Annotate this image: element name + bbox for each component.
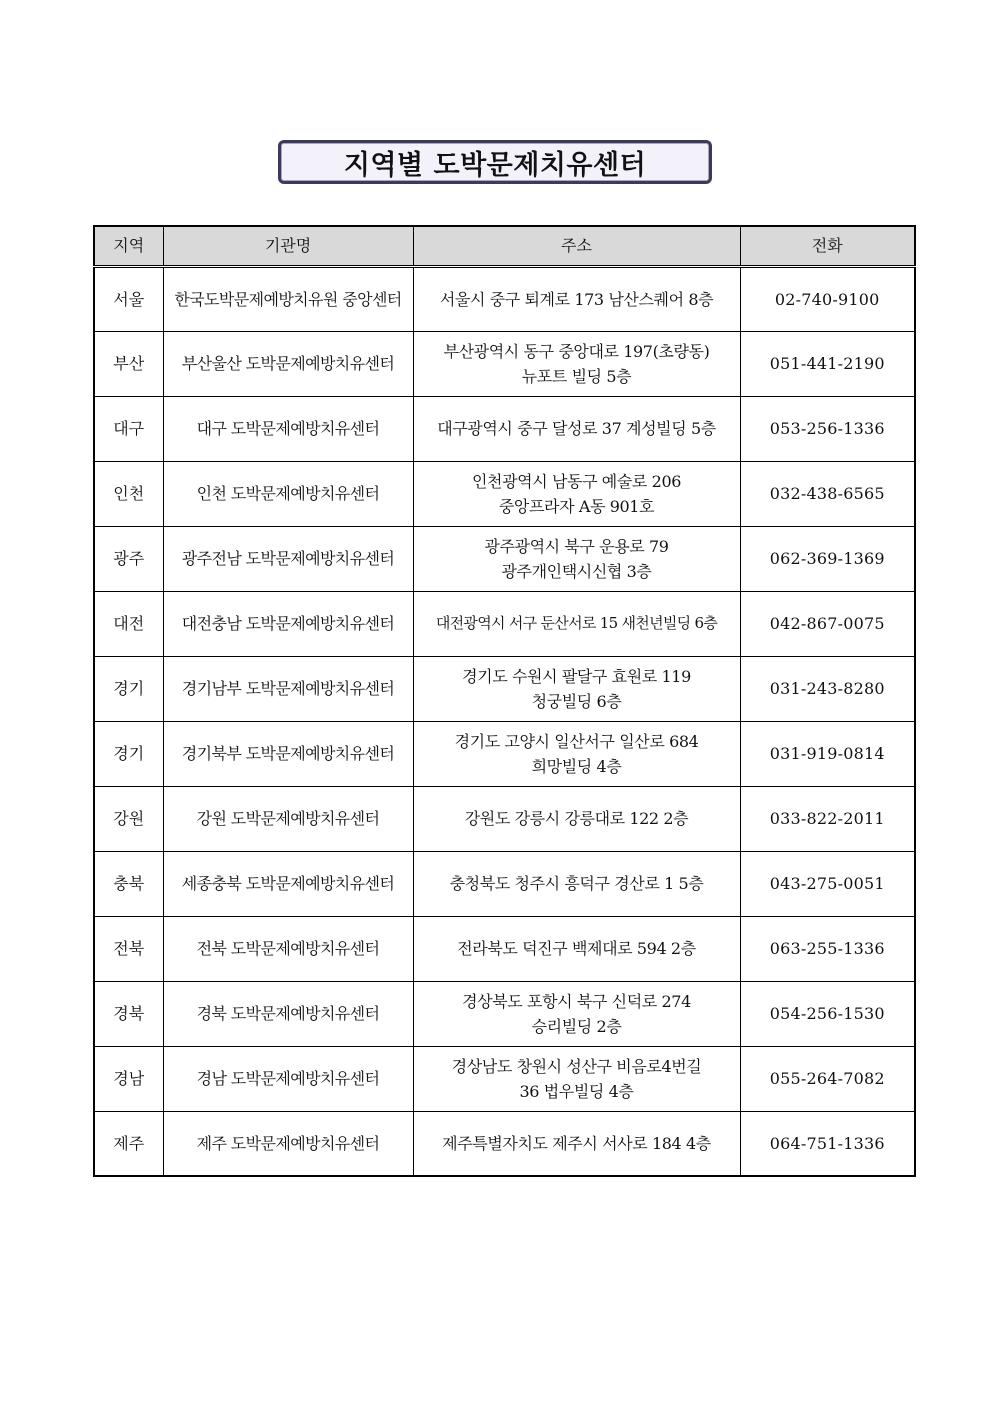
address-line: 대전광역시 서구 둔산서로 15 새천년빌딩 6층 xyxy=(435,614,718,632)
region-cell: 제주 xyxy=(94,1111,163,1176)
phone-cell: 062-369-1369 xyxy=(740,526,915,591)
region-cell: 광주 xyxy=(94,526,163,591)
address-line: 경상남도 창원시 성산구 비음로4번길 xyxy=(451,1056,702,1076)
phone-cell: 053-256-1336 xyxy=(740,396,915,461)
region-cell: 경기 xyxy=(94,721,163,786)
region-cell: 경북 xyxy=(94,981,163,1046)
address-line: 경상북도 포항시 북구 신덕로 274 xyxy=(462,991,691,1011)
address-cell xyxy=(413,786,740,851)
org-name-cell: 경북 도박문제예방치유센터 xyxy=(163,981,413,1046)
title-box xyxy=(278,140,712,184)
address-cell xyxy=(413,656,740,721)
table-row xyxy=(94,851,915,916)
table-row xyxy=(94,526,915,591)
org-name-cell: 경기북부 도박문제예방치유센터 xyxy=(163,721,413,786)
page-title: 지역별 도박문제치유센터 xyxy=(343,149,647,181)
phone-cell: 033-822-2011 xyxy=(740,786,915,851)
table-row xyxy=(94,591,915,656)
phone-cell: 043-275-0051 xyxy=(740,851,915,916)
address-line: 인천광역시 남동구 예술로 206 xyxy=(471,471,681,491)
table-row xyxy=(94,721,915,786)
address-line: 경기도 고양시 일산서구 일산로 684 xyxy=(454,731,699,751)
address-line-2: 승리빌딩 2층 xyxy=(531,1016,622,1036)
address-cell xyxy=(413,721,740,786)
table-row xyxy=(94,461,915,526)
phone-cell: 042-867-0075 xyxy=(740,591,915,656)
address-cell xyxy=(413,331,740,396)
address-line: 대구광역시 중구 달성로 37 계성빌딩 5층 xyxy=(437,419,716,438)
table-header-row xyxy=(94,226,915,266)
phone-cell: 063-255-1336 xyxy=(740,916,915,981)
org-name-cell: 전북 도박문제예방치유센터 xyxy=(163,916,413,981)
address-cell xyxy=(413,851,740,916)
address-cell xyxy=(413,916,740,981)
phone-cell: 02-740-9100 xyxy=(740,266,915,331)
table-row xyxy=(94,1111,915,1176)
region-cell: 대전 xyxy=(94,591,163,656)
address-cell xyxy=(413,266,740,331)
table-row xyxy=(94,1046,915,1111)
org-name-cell: 경기남부 도박문제예방치유센터 xyxy=(163,656,413,721)
address-cell xyxy=(413,591,740,656)
address-line: 광주광역시 북구 운용로 79 xyxy=(484,536,669,556)
address-cell xyxy=(413,1046,740,1111)
table-row xyxy=(94,786,915,851)
org-name-cell: 강원 도박문제예방치유센터 xyxy=(163,786,413,851)
org-name-cell: 경남 도박문제예방치유센터 xyxy=(163,1046,413,1111)
region-cell: 경기 xyxy=(94,656,163,721)
address-line: 강원도 강릉시 강릉대로 122 2층 xyxy=(464,809,689,828)
region-cell: 강원 xyxy=(94,786,163,851)
org-name-cell: 부산울산 도박문제예방치유센터 xyxy=(163,331,413,396)
header-address: 주소 xyxy=(413,226,740,266)
header-phone: 전화 xyxy=(740,226,915,266)
phone-cell: 054-256-1530 xyxy=(740,981,915,1046)
address-line: 전라북도 덕진구 백제대로 594 2층 xyxy=(457,939,696,958)
address-line-2: 청궁빌딩 6층 xyxy=(531,691,622,711)
region-cell: 인천 xyxy=(94,461,163,526)
address-line-2: 희망빌딩 4층 xyxy=(531,756,622,776)
table-row xyxy=(94,981,915,1046)
address-line: 경기도 수원시 팔달구 효원로 119 xyxy=(462,666,691,686)
address-line: 충청북도 청주시 흥덕구 경산로 1 5층 xyxy=(449,874,704,893)
address-line: 부산광역시 동구 중앙대로 197(초량동) xyxy=(443,341,710,361)
table-row xyxy=(94,656,915,721)
phone-cell: 064-751-1336 xyxy=(740,1111,915,1176)
org-name-cell: 대구 도박문제예방치유센터 xyxy=(163,396,413,461)
region-cell: 충북 xyxy=(94,851,163,916)
address-cell xyxy=(413,461,740,526)
region-cell: 경남 xyxy=(94,1046,163,1111)
org-name-cell: 제주 도박문제예방치유센터 xyxy=(163,1111,413,1176)
org-name-cell: 인천 도박문제예방치유센터 xyxy=(163,461,413,526)
org-name-cell: 대전충남 도박문제예방치유센터 xyxy=(163,591,413,656)
table-row xyxy=(94,396,915,461)
org-name-cell: 한국도박문제예방치유원 중앙센터 xyxy=(163,266,413,331)
header-name: 기관명 xyxy=(163,226,413,266)
phone-cell: 031-243-8280 xyxy=(740,656,915,721)
address-line-2: 중앙프라자 A동 901호 xyxy=(498,496,655,516)
table-row xyxy=(94,331,915,396)
header-region: 지역 xyxy=(94,226,163,266)
table-row xyxy=(94,916,915,981)
phone-cell: 055-264-7082 xyxy=(740,1046,915,1111)
address-cell xyxy=(413,1111,740,1176)
address-line-2: 광주개인택시신협 3층 xyxy=(501,561,652,581)
address-line: 서울시 중구 퇴계로 173 남산스퀘어 8층 xyxy=(439,289,714,309)
region-cell: 부산 xyxy=(94,331,163,396)
org-name-cell: 세종충북 도박문제예방치유센터 xyxy=(163,851,413,916)
region-cell: 서울 xyxy=(94,266,163,331)
org-name-cell: 광주전남 도박문제예방치유센터 xyxy=(163,526,413,591)
address-line-2: 36 법우빌딩 4층 xyxy=(519,1081,634,1101)
address-line: 제주특별자치도 제주시 서사로 184 4층 xyxy=(442,1133,711,1153)
address-cell xyxy=(413,526,740,591)
address-cell xyxy=(413,981,740,1046)
region-cell: 대구 xyxy=(94,396,163,461)
phone-cell: 051-441-2190 xyxy=(740,331,915,396)
phone-cell: 032-438-6565 xyxy=(740,461,915,526)
region-cell: 전북 xyxy=(94,916,163,981)
address-line-2: 뉴포트 빌딩 5층 xyxy=(521,366,632,386)
table-row xyxy=(94,266,915,331)
phone-cell: 031-919-0814 xyxy=(740,721,915,786)
address-cell xyxy=(413,396,740,461)
centers-table xyxy=(93,225,916,1177)
